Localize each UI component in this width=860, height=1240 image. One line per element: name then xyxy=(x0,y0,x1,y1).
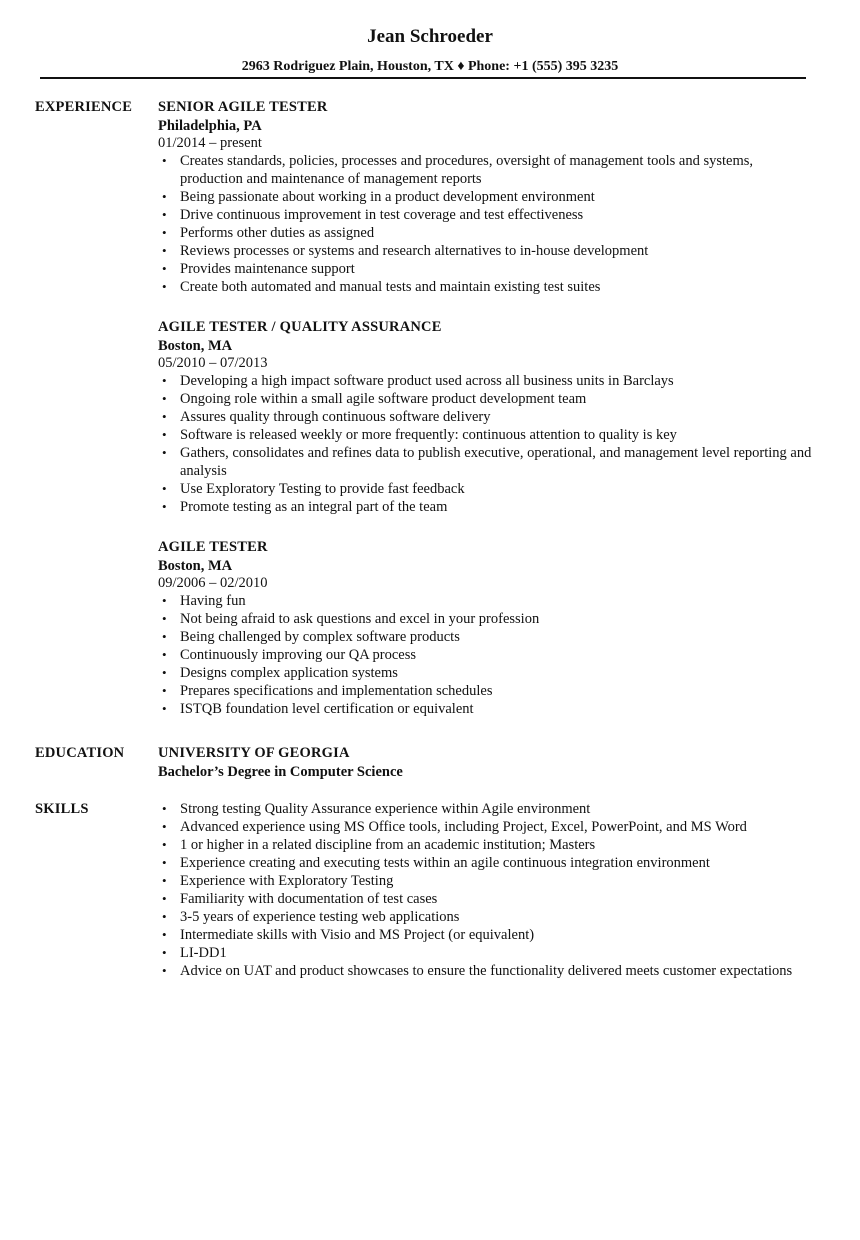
bullet-icon: • xyxy=(162,391,167,406)
list-item xyxy=(158,224,818,242)
duty-text: Designs complex application systems xyxy=(180,665,398,681)
job-location: Boston, MA xyxy=(158,558,233,574)
list-item xyxy=(158,944,838,962)
bullet-icon: • xyxy=(162,373,167,388)
contact-line: 2963 Rodriguez Plain, Houston, TX ♦ Phone: +1 (555) 395 3235 xyxy=(241,59,619,74)
list-item xyxy=(158,592,818,610)
list-item xyxy=(158,908,838,926)
bullet-icon: • xyxy=(162,855,167,870)
list-item xyxy=(158,700,818,718)
education-entry xyxy=(158,744,818,781)
skill-text: Advice on UAT and product showcases to ensure the functionality delivered meets customer expectations xyxy=(180,963,793,979)
experience-section-label: EXPERIENCE xyxy=(35,99,133,115)
skill-text: 1 or higher in a related discipline from an academic institution; Masters xyxy=(180,837,596,853)
duty-text: Gathers, consolidates and refines data to publish executive, operational, and management level reporting and analysis xyxy=(180,445,812,479)
job-location: Philadelphia, PA xyxy=(158,118,262,134)
bullet-icon: • xyxy=(162,593,167,608)
experience-entry xyxy=(158,318,818,516)
bullet-icon: • xyxy=(162,261,167,276)
duty-text: Performs other duties as assigned xyxy=(180,225,375,241)
duty-text: ISTQB foundation level certification or equivalent xyxy=(180,701,474,717)
job-dates: 05/2010 – 07/2013 xyxy=(158,355,268,371)
job-location: Boston, MA xyxy=(158,338,233,354)
bullet-icon: • xyxy=(162,153,167,168)
list-item xyxy=(158,444,818,480)
header-divider xyxy=(40,77,806,79)
bullet-icon: • xyxy=(162,611,167,626)
experience-entry xyxy=(158,98,818,296)
list-item xyxy=(158,610,818,628)
list-item xyxy=(158,818,838,836)
list-item xyxy=(158,152,818,188)
bullet-icon: • xyxy=(162,909,167,924)
duty-text: Continuously improving our QA process xyxy=(180,647,417,663)
bullet-icon: • xyxy=(162,819,167,834)
bullet-icon: • xyxy=(162,499,167,514)
job-title: AGILE TESTER xyxy=(158,539,268,555)
bullet-icon: • xyxy=(162,445,167,460)
list-item xyxy=(158,390,818,408)
list-item xyxy=(158,278,818,296)
skill-text: Familiarity with documentation of test cases xyxy=(180,891,438,907)
bullet-icon: • xyxy=(162,665,167,680)
skill-text: 3-5 years of experience testing web applications xyxy=(180,909,460,925)
list-item xyxy=(158,836,838,854)
list-item xyxy=(158,498,818,516)
list-item xyxy=(158,628,818,646)
job-duties-list xyxy=(158,592,818,718)
duty-text: Assures quality through continuous software delivery xyxy=(180,409,491,425)
list-item xyxy=(158,854,838,872)
duty-text: Provides maintenance support xyxy=(180,261,355,277)
duty-text: Developing a high impact software product used across all business units in Barclays xyxy=(180,373,674,389)
bullet-icon: • xyxy=(162,837,167,852)
bullet-icon: • xyxy=(162,409,167,424)
duty-text: Being passionate about working in a product development environment xyxy=(180,189,595,205)
list-item xyxy=(158,800,838,818)
education-section-label: EDUCATION xyxy=(35,745,125,761)
duty-text: Promote testing as an integral part of the team xyxy=(180,499,448,515)
bullet-icon: • xyxy=(162,629,167,644)
bullet-icon: • xyxy=(162,279,167,294)
bullet-icon: • xyxy=(162,207,167,222)
skill-text: Intermediate skills with Visio and MS Project (or equivalent) xyxy=(180,927,535,943)
bullet-icon: • xyxy=(162,945,167,960)
list-item xyxy=(158,890,838,908)
duty-text: Ongoing role within a small agile software product development team xyxy=(180,391,587,407)
duty-text: Not being afraid to ask questions and excel in your profession xyxy=(180,611,540,627)
list-item xyxy=(158,872,838,890)
list-item xyxy=(158,242,818,260)
skills-entry xyxy=(158,800,838,980)
list-item xyxy=(158,188,818,206)
duty-text: Software is released weekly or more frequently: continuous attention to quality is key xyxy=(180,427,677,443)
list-item xyxy=(158,480,818,498)
duty-text: Creates standards, policies, processes and procedures, oversight of management tools and systems, production and maintenance of management reports xyxy=(180,153,754,187)
bullet-icon: • xyxy=(162,801,167,816)
duty-text: Prepares specifications and implementation schedules xyxy=(180,683,493,699)
list-item xyxy=(158,646,818,664)
bullet-icon: • xyxy=(162,189,167,204)
job-duties-list xyxy=(158,152,818,296)
bullet-icon: • xyxy=(162,243,167,258)
bullet-icon: • xyxy=(162,701,167,716)
job-dates: 09/2006 – 02/2010 xyxy=(158,575,268,591)
bullet-icon: • xyxy=(162,927,167,942)
duty-text: Being challenged by complex software products xyxy=(180,629,460,645)
bullet-icon: • xyxy=(162,427,167,442)
list-item xyxy=(158,260,818,278)
degree-name: Bachelor’s Degree in Computer Science xyxy=(158,764,403,780)
duty-text: Create both automated and manual tests and maintain existing test suites xyxy=(180,279,601,295)
school-name: UNIVERSITY OF GEORGIA xyxy=(158,745,350,761)
skill-text: Experience with Exploratory Testing xyxy=(180,873,394,889)
duty-text: Use Exploratory Testing to provide fast feedback xyxy=(180,481,465,497)
skill-text: Experience creating and executing tests within an agile continuous integration environment xyxy=(180,855,710,871)
skill-text: Advanced experience using MS Office tools, including Project, Excel, PowerPoint, and MS Word xyxy=(180,819,747,835)
bullet-icon: • xyxy=(162,647,167,662)
job-title: AGILE TESTER / QUALITY ASSURANCE xyxy=(158,319,442,335)
job-duties-list xyxy=(158,372,818,516)
list-item xyxy=(158,408,818,426)
bullet-icon: • xyxy=(162,873,167,888)
candidate-name: Jean Schroeder xyxy=(367,26,493,47)
duty-text: Drive continuous improvement in test coverage and test effectiveness xyxy=(180,207,584,223)
bullet-icon: • xyxy=(162,683,167,698)
bullet-icon: • xyxy=(162,891,167,906)
bullet-icon: • xyxy=(162,963,167,978)
list-item xyxy=(158,682,818,700)
skills-list xyxy=(158,800,838,980)
list-item xyxy=(158,962,838,980)
list-item xyxy=(158,372,818,390)
list-item xyxy=(158,664,818,682)
job-dates: 01/2014 – present xyxy=(158,135,262,151)
duty-text: Reviews processes or systems and research alternatives to in-house development xyxy=(180,243,649,259)
list-item xyxy=(158,426,818,444)
list-item xyxy=(158,206,818,224)
list-item xyxy=(158,926,838,944)
duty-text: Having fun xyxy=(180,593,246,609)
skill-text: LI-DD1 xyxy=(180,945,227,961)
skill-text: Strong testing Quality Assurance experience within Agile environment xyxy=(180,801,591,817)
skills-section-label: SKILLS xyxy=(35,801,89,817)
job-title: SENIOR AGILE TESTER xyxy=(158,99,328,115)
bullet-icon: • xyxy=(162,481,167,496)
experience-entry xyxy=(158,538,818,718)
bullet-icon: • xyxy=(162,225,167,240)
